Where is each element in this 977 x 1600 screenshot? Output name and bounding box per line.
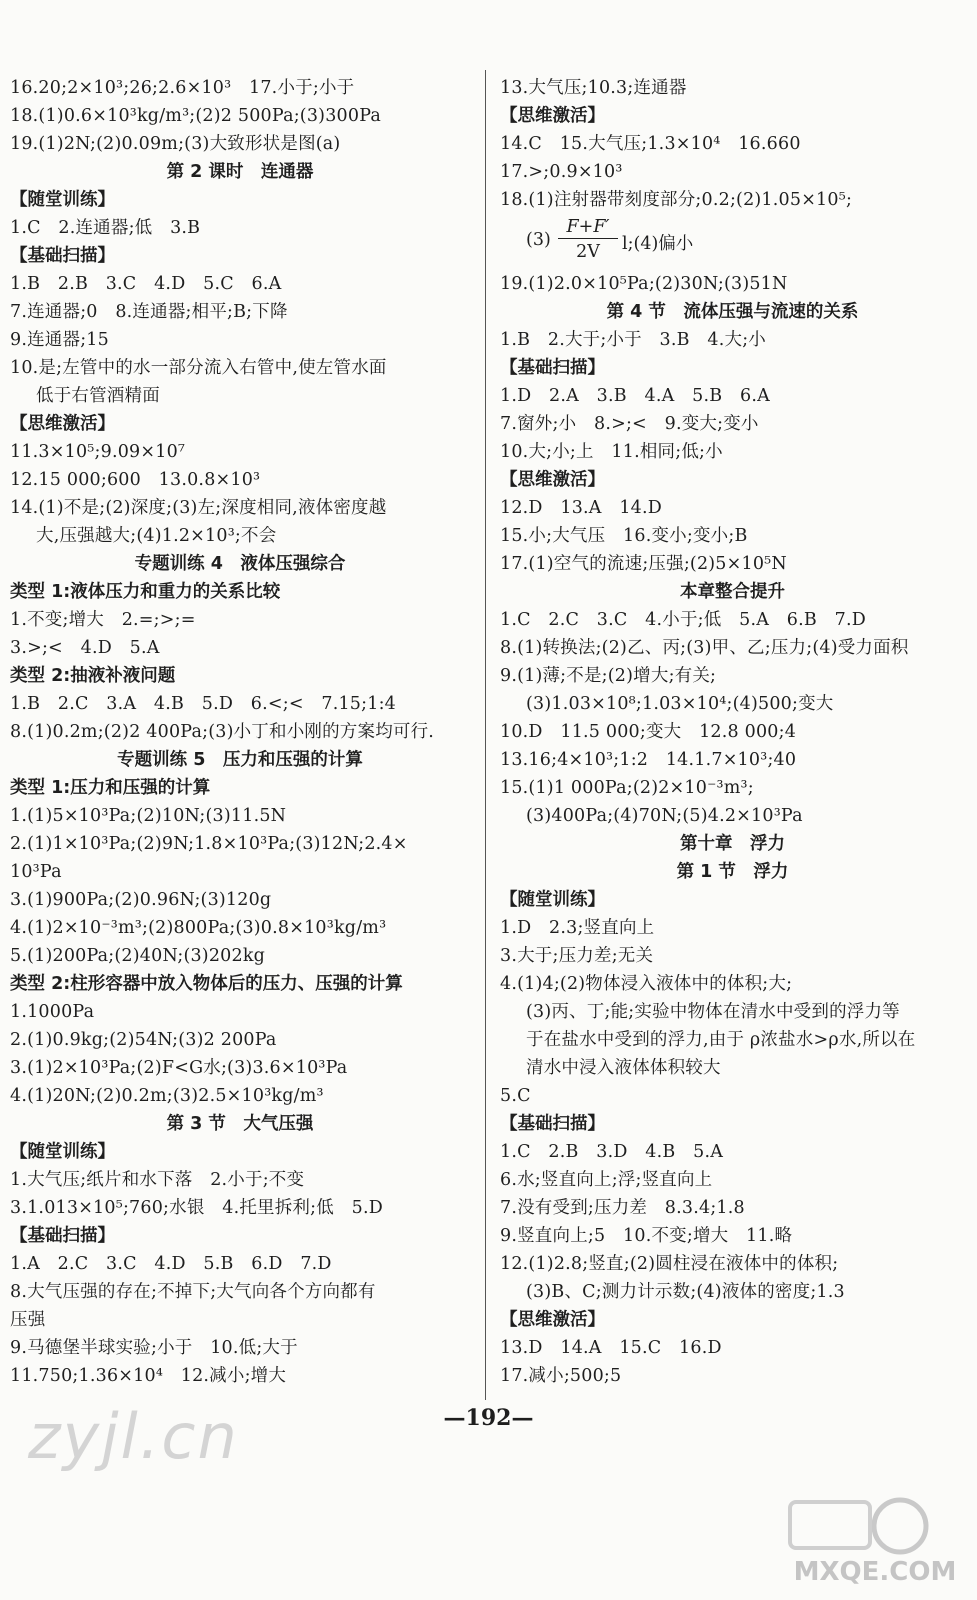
answer-line: 2.(1)0.9kg;(2)54N;(3)2 200Pa	[10, 1030, 277, 1050]
exercise-tag: 【思维激活】	[500, 106, 605, 126]
answer-line: 8.(1)0.2m;(2)2 400Pa;(3)小丁和小刚的方案均可行.	[10, 722, 435, 742]
answer-line: 19.(1)2.0×10⁵Pa;(2)30N;(3)51N	[500, 274, 788, 294]
answer-line: 18.(1)0.6×10³kg/m³;(2)2 500Pa;(3)300Pa	[10, 106, 382, 126]
answer-line: 9.连通器;15	[10, 330, 109, 350]
answer-line: 1.C 2.连通器;低 3.B	[10, 218, 201, 238]
answer-line: 17.减小;500;5	[500, 1366, 622, 1386]
watermark-logo-right	[780, 1488, 970, 1588]
answer-line: 13.大气压;10.3;连通器	[500, 78, 687, 98]
answer-line: 1.B 2.C 3.A 4.B 5.D 6.<;< 7.15;1:4	[10, 694, 397, 714]
section-heading: 本章整合提升	[680, 582, 785, 602]
answer-line: 18.(1)注射器带刻度部分;0.2;(2)1.05×10⁵;	[500, 190, 853, 210]
answer-line: 10³Pa	[10, 862, 62, 882]
answer-line: 1.B 2.大于;小于 3.B 4.大;小	[500, 330, 766, 350]
answer-line: 7.没有受到;压力差 8.3.4;1.8	[500, 1198, 745, 1218]
answer-line: 3.大于;压力差;无关	[500, 946, 654, 966]
answer-line: 14.(1)不是;(2)深度;(3)左;深度相同,液体密度越	[10, 498, 387, 518]
question-type-heading: 类型 2:柱形容器中放入物体后的压力、压强的计算	[10, 974, 403, 994]
right-column	[500, 74, 965, 1390]
answer-line: 8.(1)转换法;(2)乙、丙;(3)甲、乙;压力;(4)受力面积	[500, 638, 909, 658]
answer-line: 1.不变;增大 2.=;>;=	[10, 610, 196, 630]
fraction	[558, 216, 618, 263]
answer-line	[500, 214, 965, 270]
answer-line: 10.D 11.5 000;变大 12.8 000;4	[500, 722, 797, 742]
answer-line: 1.D 2.3;竖直向上	[500, 918, 655, 938]
exercise-tag: 【随堂训练】	[500, 890, 605, 910]
answer-line: 压强	[10, 1310, 46, 1330]
exercise-tag: 【随堂训练】	[10, 1142, 115, 1162]
answer-line: 5.C	[500, 1086, 531, 1106]
exercise-tag: 【基础扫描】	[10, 246, 115, 266]
answer-line: 12.D 13.A 14.D	[500, 498, 662, 518]
answer-line: 11.3×10⁵;9.09×10⁷	[10, 442, 186, 462]
section-heading: 第 4 节 流体压强与流速的关系	[606, 302, 859, 322]
exercise-tag: 【基础扫描】	[10, 1226, 115, 1246]
answer-line: 15.(1)1 000Pa;(2)2×10⁻³m³;	[500, 778, 754, 798]
answer-line: 13.16;4×10³;1:2 14.1.7×10³;40	[500, 750, 797, 770]
answer-line: 大,压强越大;(4)1.2×10³;不会	[36, 526, 277, 546]
watermark-right-text: MXQE.COM	[793, 1557, 957, 1587]
answer-line: 低于右管酒精面	[36, 386, 160, 406]
answer-line: 10.大;小;上 11.相同;低;小	[500, 442, 723, 462]
answer-line: 12.15 000;600 13.0.8×10³	[10, 470, 261, 490]
answer-line: 1.B 2.B 3.C 4.D 5.C 6.A	[10, 274, 282, 294]
answer-line: 10.是;左管中的水一部分流入右管中,使左管水面	[10, 358, 387, 378]
question-type-heading: 类型 2:抽液补液问题	[10, 666, 176, 686]
answer-line: 17.(1)空气的流速;压强;(2)5×10⁵N	[500, 554, 787, 574]
answer-line: 1.(1)5×10³Pa;(2)10N;(3)11.5N	[10, 806, 287, 826]
answer-line: 7.连通器;0 8.连通器;相平;B;下降	[10, 302, 288, 322]
exercise-tag: 【随堂训练】	[10, 190, 115, 210]
answer-line: 1.D 2.A 3.B 4.A 5.B 6.A	[500, 386, 770, 406]
answer-line: 4.(1)20N;(2)0.2m;(3)2.5×10³kg/m³	[10, 1086, 324, 1106]
answer-line: 2.(1)1×10³Pa;(2)9N;1.8×10³Pa;(3)12N;2.4×	[10, 834, 408, 854]
answer-line: (3)丙、丁;能;实验中物体在清水中受到的浮力等	[526, 1002, 900, 1022]
exercise-tag: 【基础扫描】	[500, 1114, 605, 1134]
answer-line: (3)400Pa;(4)70N;(5)4.2×10³Pa	[526, 806, 803, 826]
answer-line: 于在盐水中受到的浮力,由于 ρ浓盐水>ρ水,所以在	[526, 1030, 916, 1050]
answer-prefix: (3)	[526, 230, 551, 250]
fraction-numerator: F+F′	[558, 216, 618, 239]
exercise-tag: 【思维激活】	[500, 1310, 605, 1330]
answer-line: 8.大气压强的存在;不掉下;大气向各个方向都有	[10, 1282, 376, 1302]
section-heading: 专题训练 5 压力和压强的计算	[117, 750, 363, 770]
answer-line: 9.(1)薄;不是;(2)增大;有关;	[500, 666, 717, 686]
watermark-logo-left: zyjl.cn	[28, 1400, 239, 1473]
answer-line: 清水中浸入液体体积较大	[526, 1058, 721, 1078]
section-heading: 专题训练 4 液体压强综合	[134, 554, 346, 574]
answer-line: 12.(1)2.8;竖直;(2)圆柱浸在液体中的体积;	[500, 1254, 839, 1274]
question-type-heading: 类型 1:液体压力和重力的关系比较	[10, 582, 281, 602]
section-heading: 第 3 节 大气压强	[166, 1114, 314, 1134]
question-type-heading: 类型 1:压力和压强的计算	[10, 778, 211, 798]
answer-line: 17.>;0.9×10³	[500, 162, 623, 182]
answer-line: 1.C 2.B 3.D 4.B 5.A	[500, 1142, 724, 1162]
answer-line: 7.窗外;小 8.>;< 9.变大;变小	[500, 414, 759, 434]
answer-line: 13.D 14.A 15.C 16.D	[500, 1338, 722, 1358]
section-heading: 第 2 课时 连通器	[166, 162, 314, 182]
exercise-tag: 【思维激活】	[500, 470, 605, 490]
page-number: —192—	[443, 1405, 534, 1431]
section-heading: 第 1 节 浮力	[676, 862, 789, 882]
answer-line: 9.竖直向上;5 10.不变;增大 11.略	[500, 1226, 793, 1246]
answer-line: 11.750;1.36×10⁴ 12.减小;增大	[10, 1366, 287, 1386]
answer-line: 4.(1)2×10⁻³m³;(2)800Pa;(3)0.8×10³kg/m³	[10, 918, 387, 938]
answer-line: 9.马德堡半球实验;小于 10.低;大于	[10, 1338, 298, 1358]
left-column	[10, 74, 470, 1390]
answer-line: 1.C 2.C 3.C 4.小于;低 5.A 6.B 7.D	[500, 610, 866, 630]
section-heading: 第十章 浮力	[680, 834, 785, 854]
answer-line: 14.C 15.大气压;1.3×10⁴ 16.660	[500, 134, 801, 154]
answer-line: 3.(1)2×10³Pa;(2)F<G水;(3)3.6×10³Pa	[10, 1058, 348, 1078]
answer-line: 3.>;< 4.D 5.A	[10, 638, 160, 658]
answer-line: 4.(1)4;(2)物体浸入液体中的体积;大;	[500, 974, 793, 994]
fraction-denominator: 2V	[576, 242, 600, 262]
answer-line: 3.(1)900Pa;(2)0.96N;(3)120g	[10, 890, 272, 910]
answer-line: (3)B、C;测力计示数;(4)液体的密度;1.3	[526, 1282, 845, 1302]
answer-line: (3)1.03×10⁸;1.03×10⁴;(4)500;变大	[526, 694, 834, 714]
column-divider	[485, 70, 486, 1400]
answer-line: 6.水;竖直向上;浮;竖直向上	[500, 1170, 713, 1190]
answer-line: 1.A 2.C 3.C 4.D 5.B 6.D 7.D	[10, 1254, 332, 1274]
answer-line: 1.大气压;纸片和水下落 2.小于;不变	[10, 1170, 305, 1190]
answer-line: 3.1.013×10⁵;760;水银 4.托里拆利;低 5.D	[10, 1198, 383, 1218]
answer-line: 5.(1)200Pa;(2)40N;(3)202kg	[10, 946, 266, 966]
answer-line: 16.20;2×10³;26;2.6×10³ 17.小于;小于	[10, 78, 355, 98]
answer-line: 19.(1)2N;(2)0.09m;(3)大致形状是图(a)	[10, 134, 341, 154]
exercise-tag: 【基础扫描】	[500, 358, 605, 378]
answer-line: 15.小;大气压 16.变小;变小;B	[500, 526, 748, 546]
answer-line: 1.1000Pa	[10, 1002, 95, 1022]
answer-suffix: l;(4)偏小	[622, 234, 694, 254]
exercise-tag: 【思维激活】	[10, 414, 115, 434]
